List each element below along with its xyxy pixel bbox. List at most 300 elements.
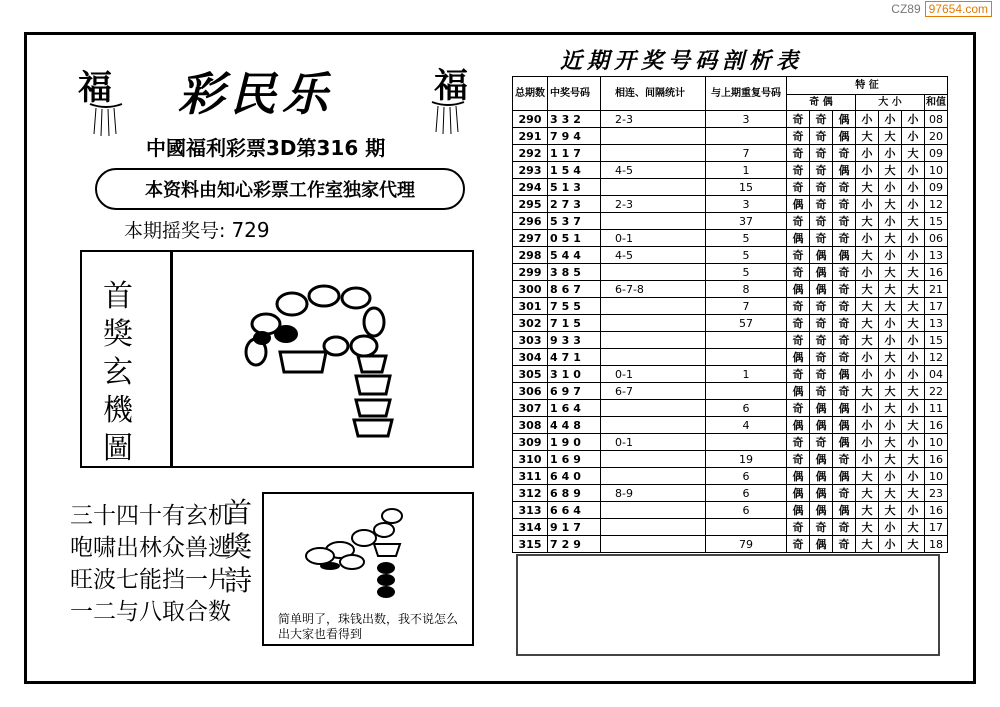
cell-odd-even: 偶 (810, 281, 833, 298)
cell-odd-even: 偶 (787, 468, 810, 485)
cell-repeat (706, 349, 787, 366)
table-row (513, 315, 948, 332)
history-table-title: 近期开奖号码剖析表 (560, 48, 804, 74)
cell-sum: 16 (925, 451, 948, 468)
cell-stats (601, 315, 706, 332)
cell-numbers: 640 (548, 468, 601, 485)
cell-odd-even: 奇 (810, 230, 833, 247)
header-big-small: 大 小 (856, 95, 925, 111)
cell-numbers: 933 (548, 332, 601, 349)
cell-issue: 300 (513, 281, 548, 298)
cell-big-small: 大 (879, 502, 902, 519)
draw-number: 729 (231, 218, 270, 242)
cell-big-small: 大 (856, 213, 879, 230)
cell-big-small: 小 (902, 400, 925, 417)
cell-big-small: 大 (856, 128, 879, 145)
cell-repeat: 5 (706, 264, 787, 281)
banner-text: 本资料由知心彩票工作室独家代理 (145, 180, 415, 201)
cell-sum: 23 (925, 485, 948, 502)
watermark-code: CZ89 (891, 2, 921, 16)
cell-issue: 301 (513, 298, 548, 315)
cell-big-small: 小 (902, 502, 925, 519)
lantern-right-icon (428, 98, 468, 136)
cell-stats (601, 145, 706, 162)
cell-big-small: 大 (879, 383, 902, 400)
cell-big-small: 小 (879, 519, 902, 536)
header-stats: 相连、间隔统计 (601, 77, 706, 111)
lantern-left-icon (86, 100, 126, 138)
cell-big-small: 小 (856, 145, 879, 162)
cell-odd-even: 偶 (833, 417, 856, 434)
cell-sum: 15 (925, 213, 948, 230)
cell-odd-even: 偶 (787, 383, 810, 400)
cell-odd-even: 奇 (810, 519, 833, 536)
cell-issue: 294 (513, 179, 548, 196)
cell-sum: 16 (925, 264, 948, 281)
cell-sum: 09 (925, 145, 948, 162)
cell-odd-even: 奇 (810, 162, 833, 179)
cell-repeat: 6 (706, 485, 787, 502)
cell-stats (601, 332, 706, 349)
cell-big-small: 小 (879, 111, 902, 128)
cell-big-small: 小 (902, 230, 925, 247)
cell-odd-even: 奇 (787, 298, 810, 315)
cell-stats (601, 468, 706, 485)
cell-odd-even: 奇 (810, 213, 833, 230)
draw-label: 本期摇奖号: (124, 220, 226, 242)
cell-odd-even: 偶 (810, 502, 833, 519)
cell-stats (601, 264, 706, 281)
cell-stats (601, 349, 706, 366)
cell-odd-even: 奇 (787, 536, 810, 553)
cell-odd-even: 偶 (833, 502, 856, 519)
cell-numbers: 385 (548, 264, 601, 281)
cell-big-small: 小 (902, 111, 925, 128)
cell-odd-even: 奇 (787, 366, 810, 383)
cell-stats (601, 179, 706, 196)
cell-odd-even: 奇 (810, 128, 833, 145)
cell-stats (601, 451, 706, 468)
cell-odd-even: 偶 (787, 417, 810, 434)
cell-odd-even: 奇 (833, 196, 856, 213)
table-row (513, 536, 948, 553)
cell-repeat: 7 (706, 145, 787, 162)
cell-repeat: 19 (706, 451, 787, 468)
cell-numbers: 664 (548, 502, 601, 519)
cell-big-small: 大 (879, 485, 902, 502)
cell-numbers: 117 (548, 145, 601, 162)
cell-big-small: 大 (879, 349, 902, 366)
cell-issue: 305 (513, 366, 548, 383)
cell-sum: 10 (925, 434, 948, 451)
cell-big-small: 小 (879, 247, 902, 264)
cell-big-small: 大 (902, 213, 925, 230)
cell-repeat (706, 519, 787, 536)
cell-sum: 04 (925, 366, 948, 383)
fu-character-right: 福 (434, 66, 468, 106)
poem-line: 咆啸出林众兽逃 (70, 535, 231, 561)
cell-big-small: 大 (879, 162, 902, 179)
table-row (513, 502, 948, 519)
cell-stats (601, 417, 706, 434)
cell-sum: 13 (925, 315, 948, 332)
cell-issue: 302 (513, 315, 548, 332)
header-numbers: 中奖号码 (548, 77, 601, 111)
cell-sum: 12 (925, 196, 948, 213)
cell-big-small: 大 (856, 468, 879, 485)
cell-odd-even: 偶 (787, 502, 810, 519)
cell-big-small: 小 (902, 179, 925, 196)
cell-odd-even: 偶 (810, 485, 833, 502)
cell-repeat: 3 (706, 196, 787, 213)
cell-stats (601, 400, 706, 417)
cell-big-small: 大 (902, 298, 925, 315)
cell-issue: 308 (513, 417, 548, 434)
draw-number-line (124, 216, 270, 243)
cell-odd-even: 奇 (810, 298, 833, 315)
table-row (513, 485, 948, 502)
cell-big-small: 大 (856, 247, 879, 264)
cell-big-small: 大 (856, 536, 879, 553)
table-row (513, 281, 948, 298)
cell-odd-even: 奇 (833, 349, 856, 366)
cell-big-small: 大 (902, 519, 925, 536)
cell-sum: 18 (925, 536, 948, 553)
cell-odd-even: 奇 (787, 264, 810, 281)
cell-odd-even: 奇 (833, 519, 856, 536)
cell-numbers: 190 (548, 434, 601, 451)
cell-odd-even: 奇 (810, 383, 833, 400)
cell-odd-even: 奇 (833, 536, 856, 553)
table-row (513, 179, 948, 196)
cell-odd-even: 偶 (787, 485, 810, 502)
poem-line: 一二与八取合数 (70, 599, 231, 625)
table-row (513, 230, 948, 247)
cell-odd-even: 奇 (787, 434, 810, 451)
cell-big-small: 小 (879, 417, 902, 434)
cell-stats: 0-1 (601, 434, 706, 451)
cell-big-small: 大 (856, 383, 879, 400)
cell-stats: 8-9 (601, 485, 706, 502)
header-issue: 总期数 (513, 77, 548, 111)
cell-issue: 291 (513, 128, 548, 145)
cell-issue: 303 (513, 332, 548, 349)
cell-big-small: 大 (879, 281, 902, 298)
cell-sum: 13 (925, 247, 948, 264)
cell-issue: 297 (513, 230, 548, 247)
cell-stats: 2-3 (601, 111, 706, 128)
agency-banner (95, 168, 465, 210)
poem-line: 旺波七能挡一片 (70, 567, 231, 593)
table-row (513, 349, 948, 366)
cell-issue: 312 (513, 485, 548, 502)
cell-big-small: 小 (856, 264, 879, 281)
cell-odd-even: 奇 (787, 247, 810, 264)
cell-numbers: 448 (548, 417, 601, 434)
prize-poem (70, 500, 231, 628)
cell-repeat: 5 (706, 247, 787, 264)
cell-odd-even: 奇 (810, 434, 833, 451)
site-watermark (891, 2, 992, 16)
cell-odd-even: 奇 (787, 162, 810, 179)
cell-odd-even: 奇 (787, 111, 810, 128)
puzzle-box-label: 首獎玄機圖 (103, 279, 133, 466)
cell-numbers: 537 (548, 213, 601, 230)
cell-odd-even: 偶 (833, 247, 856, 264)
table-row (513, 468, 948, 485)
cell-odd-even: 奇 (787, 128, 810, 145)
cell-big-small: 小 (856, 162, 879, 179)
cell-odd-even: 奇 (787, 400, 810, 417)
cell-repeat: 6 (706, 400, 787, 417)
cell-big-small: 小 (902, 366, 925, 383)
cell-odd-even: 奇 (810, 315, 833, 332)
cell-repeat: 79 (706, 536, 787, 553)
cell-big-small: 大 (902, 451, 925, 468)
hint-caption: 简单明了，珠钱出数，我不说怎么出大家也看得到 (278, 612, 459, 640)
cell-big-small: 小 (902, 434, 925, 451)
cell-issue: 295 (513, 196, 548, 213)
issue-line: 中國福利彩票3D第316 期 (146, 136, 386, 160)
cell-numbers: 332 (548, 111, 601, 128)
cell-odd-even: 偶 (787, 281, 810, 298)
poem-line: 三十四十有玄机 (70, 503, 231, 529)
cell-odd-even: 偶 (833, 434, 856, 451)
cell-big-small: 小 (902, 332, 925, 349)
cell-odd-even: 偶 (833, 468, 856, 485)
cell-big-small: 大 (902, 264, 925, 281)
cell-repeat: 1 (706, 366, 787, 383)
cell-odd-even: 奇 (810, 349, 833, 366)
cell-odd-even: 偶 (810, 417, 833, 434)
table-row (513, 162, 948, 179)
table-row (513, 264, 948, 281)
cell-odd-even: 奇 (833, 485, 856, 502)
cell-odd-even: 偶 (787, 196, 810, 213)
table-row (513, 111, 948, 128)
table-row (513, 451, 948, 468)
cell-issue: 304 (513, 349, 548, 366)
cell-issue: 293 (513, 162, 548, 179)
cell-numbers: 689 (548, 485, 601, 502)
cell-big-small: 小 (902, 349, 925, 366)
cell-odd-even: 奇 (833, 383, 856, 400)
cell-big-small: 大 (856, 332, 879, 349)
cell-repeat: 3 (706, 111, 787, 128)
cell-odd-even: 奇 (833, 315, 856, 332)
cell-odd-even: 偶 (810, 247, 833, 264)
cell-repeat: 8 (706, 281, 787, 298)
cell-sum: 17 (925, 298, 948, 315)
cell-issue: 313 (513, 502, 548, 519)
cell-repeat (706, 332, 787, 349)
cell-big-small: 大 (879, 298, 902, 315)
cell-big-small: 小 (856, 366, 879, 383)
cell-sum: 09 (925, 179, 948, 196)
cell-big-small: 小 (856, 451, 879, 468)
cell-big-small: 大 (902, 315, 925, 332)
table-row (513, 366, 948, 383)
cell-sum: 12 (925, 349, 948, 366)
cell-issue: 310 (513, 451, 548, 468)
notes-box (516, 554, 940, 656)
cell-odd-even: 奇 (810, 145, 833, 162)
cell-odd-even: 奇 (810, 332, 833, 349)
cell-stats: 4-5 (601, 247, 706, 264)
cell-stats (601, 298, 706, 315)
cell-big-small: 大 (856, 485, 879, 502)
cell-numbers: 755 (548, 298, 601, 315)
cell-odd-even: 奇 (833, 451, 856, 468)
cell-big-small: 小 (879, 332, 902, 349)
cell-numbers: 164 (548, 400, 601, 417)
cell-odd-even: 偶 (833, 111, 856, 128)
cell-stats (601, 502, 706, 519)
cell-sum: 11 (925, 400, 948, 417)
cell-big-small: 小 (879, 145, 902, 162)
cell-odd-even: 偶 (833, 366, 856, 383)
cell-issue: 311 (513, 468, 548, 485)
cell-sum: 20 (925, 128, 948, 145)
cell-stats: 0-1 (601, 366, 706, 383)
cell-big-small: 小 (856, 417, 879, 434)
cell-numbers: 273 (548, 196, 601, 213)
cell-big-small: 大 (879, 196, 902, 213)
cell-repeat: 4 (706, 417, 787, 434)
cell-repeat: 1 (706, 162, 787, 179)
coin-circle-picture (236, 276, 406, 446)
cell-big-small: 大 (856, 315, 879, 332)
cell-big-small: 大 (902, 383, 925, 400)
cell-numbers: 471 (548, 349, 601, 366)
cell-big-small: 大 (856, 281, 879, 298)
cell-sum: 15 (925, 332, 948, 349)
cell-sum: 10 (925, 468, 948, 485)
cell-big-small: 大 (879, 128, 902, 145)
cell-stats: 2-3 (601, 196, 706, 213)
cell-sum: 17 (925, 519, 948, 536)
cell-big-small: 小 (902, 162, 925, 179)
cell-odd-even: 奇 (787, 213, 810, 230)
header-repeat: 与上期重复号码 (706, 77, 787, 111)
table-header-row (513, 77, 948, 95)
cell-repeat: 37 (706, 213, 787, 230)
cell-big-small: 大 (879, 434, 902, 451)
cell-odd-even: 偶 (810, 468, 833, 485)
cell-issue: 314 (513, 519, 548, 536)
cell-odd-even: 奇 (833, 179, 856, 196)
draw-history-table (512, 76, 948, 553)
table-row (513, 145, 948, 162)
cell-odd-even: 奇 (833, 264, 856, 281)
cell-numbers: 513 (548, 179, 601, 196)
cell-sum: 16 (925, 417, 948, 434)
cell-odd-even: 奇 (787, 332, 810, 349)
cell-odd-even: 奇 (787, 179, 810, 196)
cell-big-small: 大 (879, 451, 902, 468)
cell-numbers: 169 (548, 451, 601, 468)
cell-repeat: 57 (706, 315, 787, 332)
cell-big-small: 小 (879, 213, 902, 230)
cell-big-small: 大 (902, 536, 925, 553)
cell-big-small: 小 (856, 230, 879, 247)
cell-big-small: 小 (902, 196, 925, 213)
table-row (513, 128, 948, 145)
cell-odd-even: 奇 (833, 298, 856, 315)
cell-big-small: 小 (879, 366, 902, 383)
cell-stats: 0-1 (601, 230, 706, 247)
table-row (513, 417, 948, 434)
cell-numbers: 867 (548, 281, 601, 298)
cell-odd-even: 奇 (787, 519, 810, 536)
cell-odd-even: 奇 (810, 196, 833, 213)
money-stack-picture (300, 504, 420, 602)
cell-odd-even: 偶 (833, 162, 856, 179)
cell-stats (601, 128, 706, 145)
cell-odd-even: 奇 (833, 332, 856, 349)
cell-stats (601, 213, 706, 230)
table-row (513, 519, 948, 536)
cell-odd-even: 奇 (810, 179, 833, 196)
cell-odd-even: 偶 (833, 128, 856, 145)
cell-big-small: 大 (879, 264, 902, 281)
cell-big-small: 小 (902, 468, 925, 485)
cell-stats: 6-7 (601, 383, 706, 400)
cell-sum: 22 (925, 383, 948, 400)
cell-issue: 306 (513, 383, 548, 400)
cell-big-small: 小 (879, 315, 902, 332)
cell-odd-even: 偶 (833, 400, 856, 417)
cell-stats (601, 536, 706, 553)
cell-big-small: 小 (902, 247, 925, 264)
cell-stats: 6-7-8 (601, 281, 706, 298)
table-row (513, 298, 948, 315)
cell-repeat: 6 (706, 468, 787, 485)
cell-big-small: 大 (856, 298, 879, 315)
cell-odd-even: 奇 (833, 281, 856, 298)
cell-repeat: 6 (706, 502, 787, 519)
cell-odd-even: 偶 (810, 536, 833, 553)
cell-odd-even: 奇 (833, 145, 856, 162)
header-sum: 和值 (925, 95, 948, 111)
cell-big-small: 大 (879, 230, 902, 247)
cell-repeat (706, 383, 787, 400)
cell-big-small: 大 (879, 400, 902, 417)
cell-odd-even: 偶 (787, 230, 810, 247)
cell-sum: 21 (925, 281, 948, 298)
cell-odd-even: 奇 (810, 111, 833, 128)
watermark-site: 97654.com (925, 1, 992, 17)
cell-big-small: 小 (856, 434, 879, 451)
cell-repeat: 5 (706, 230, 787, 247)
puzzle-box-divider (170, 250, 173, 468)
header-features: 特 征 (787, 77, 948, 95)
fu-character-left: 福 (78, 68, 112, 108)
cell-numbers: 794 (548, 128, 601, 145)
cell-odd-even: 偶 (810, 451, 833, 468)
cell-big-small: 大 (902, 145, 925, 162)
table-row (513, 400, 948, 417)
cell-issue: 307 (513, 400, 548, 417)
cell-issue: 299 (513, 264, 548, 281)
cell-big-small: 大 (856, 502, 879, 519)
cell-numbers: 697 (548, 383, 601, 400)
cell-issue: 296 (513, 213, 548, 230)
cell-big-small: 大 (902, 417, 925, 434)
cell-numbers: 917 (548, 519, 601, 536)
cell-odd-even: 偶 (810, 400, 833, 417)
cell-numbers: 310 (548, 366, 601, 383)
